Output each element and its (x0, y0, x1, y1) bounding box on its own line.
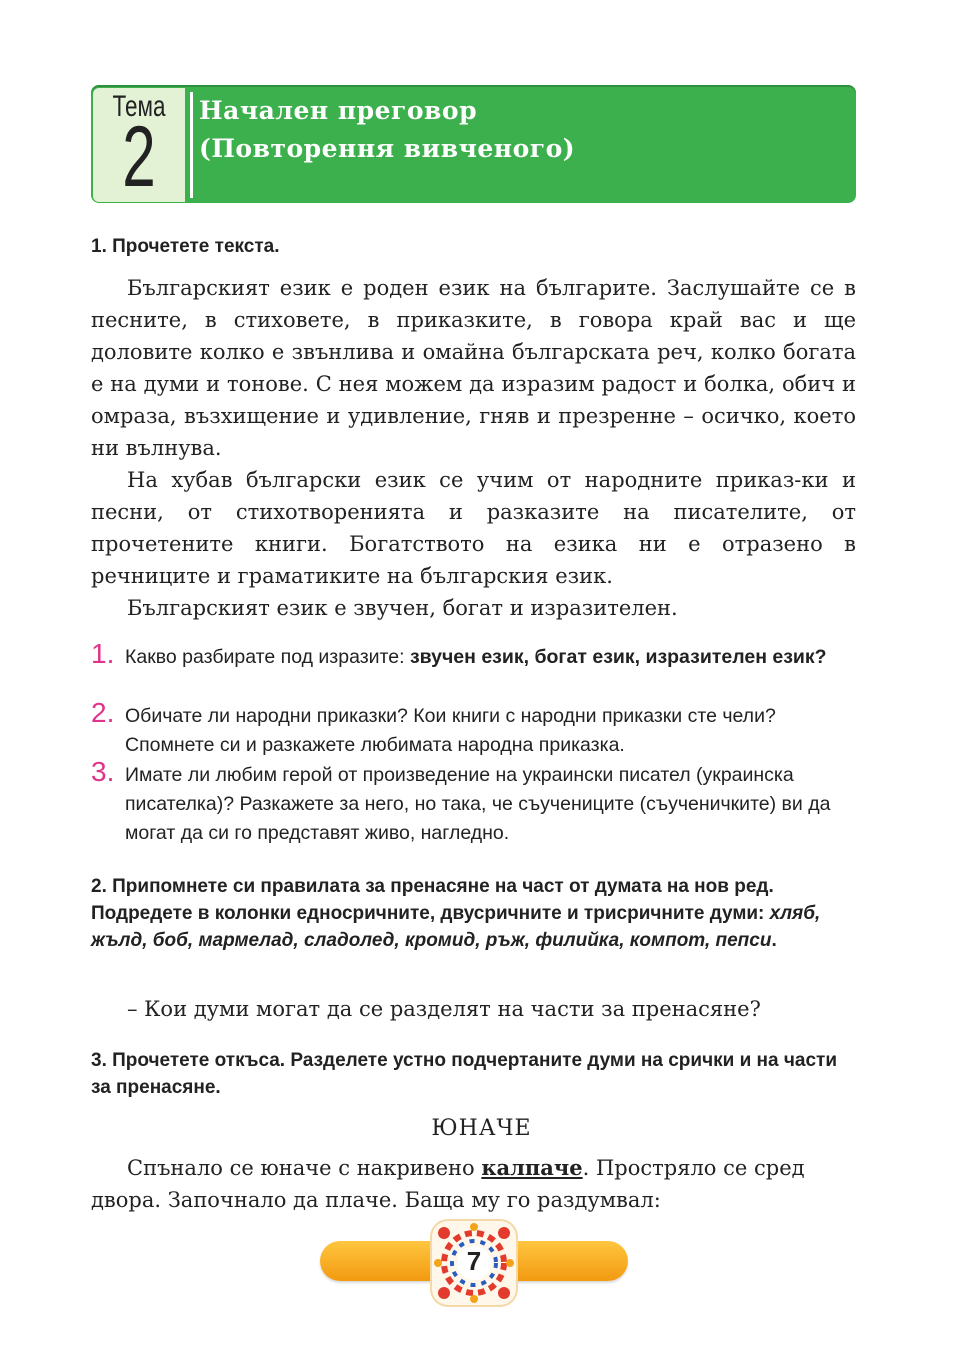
story-line-2: двора. Започнало да плаче. Баща му го раздумвал: (91, 1188, 661, 1212)
question-number: 1. (91, 638, 115, 669)
paragraph-2: На хубав български език се учим от народните приказ-ки и песни, от стихотворенията и разказите на писателите, от прочетените книги. Богатството на езика ни е отразено в речниците и граматиките на българския език. (91, 468, 856, 588)
task2-word-list: хляб, жълд, боб, мармелад, сладолед, кромид, ръж, филийка, компот, пепси (91, 903, 821, 951)
paragraph-1: Българският език е роден език на българите. Заслушайте се в песните, в стиховете, в приказките, в говора край вас и ще доловите колко е звънлива и омайна българската реч, колко богата е на думи и тонове. С нея можем да изразим радост и болка, обич и омраза, възхищение и удивление, гняв и презренне – осичко, което ни вълнува. (91, 276, 856, 460)
question-bold-text: звучен език, богат език, изразителен език? (409, 646, 827, 668)
topic-title-line2: (Повторення вивченого) (199, 134, 576, 163)
question-number: 2. (91, 697, 115, 728)
question-text: Обичате ли народни приказки? Кои книги с народни приказки сте чели? Спомнете си и разкажете любимата народна приказка. (125, 705, 776, 756)
question-text: Какво разбирате под изразите: (125, 646, 410, 668)
question-number: 3. (91, 756, 115, 787)
task1-text (91, 272, 856, 624)
task2-question: – Кои думи могат да се разделят на части за пренасяне? (127, 997, 761, 1021)
task2-instruction: 2. Припомнете си правилата за пренасяне на част от думата на нов ред. Подредете в колонки едносричните, двусричните и трисричните думи: (91, 876, 774, 924)
task2-period: . (771, 930, 777, 951)
question-2 (91, 697, 861, 760)
topic-title-line1: Начален преговор (199, 96, 478, 125)
task2-heading (91, 873, 861, 954)
page-number: 7 (466, 1246, 482, 1276)
story-line-1: Спънало се юначе с накривено калпаче. Простряло се сред (127, 1155, 805, 1180)
story-title: ЮНАЧЕ (431, 1116, 532, 1141)
underlined-word: калпаче (481, 1155, 583, 1180)
header-divider (190, 92, 193, 198)
task1-heading: 1. Прочетете текста. (91, 236, 280, 257)
question-1 (91, 638, 861, 672)
topic-label: Тема (112, 90, 166, 123)
topic-title (199, 92, 575, 168)
question-3 (91, 756, 861, 848)
question-text: Имате ли любим герой от произведение на украински писател (украинска писателка)? Разкажете за него, но така, че съучениците (съученичките) ви да могат да си го представят живо, нагледно. (125, 764, 831, 844)
paragraph-3: Българският език е звучен, богат и изразителен. (127, 596, 678, 620)
task3-heading: 3. Прочетете откъса. Разделете устно подчертаните думи на срички и на части за пренасяне. (91, 1050, 838, 1098)
topic-number: 2 (122, 109, 156, 205)
topic-badge (93, 88, 189, 205)
